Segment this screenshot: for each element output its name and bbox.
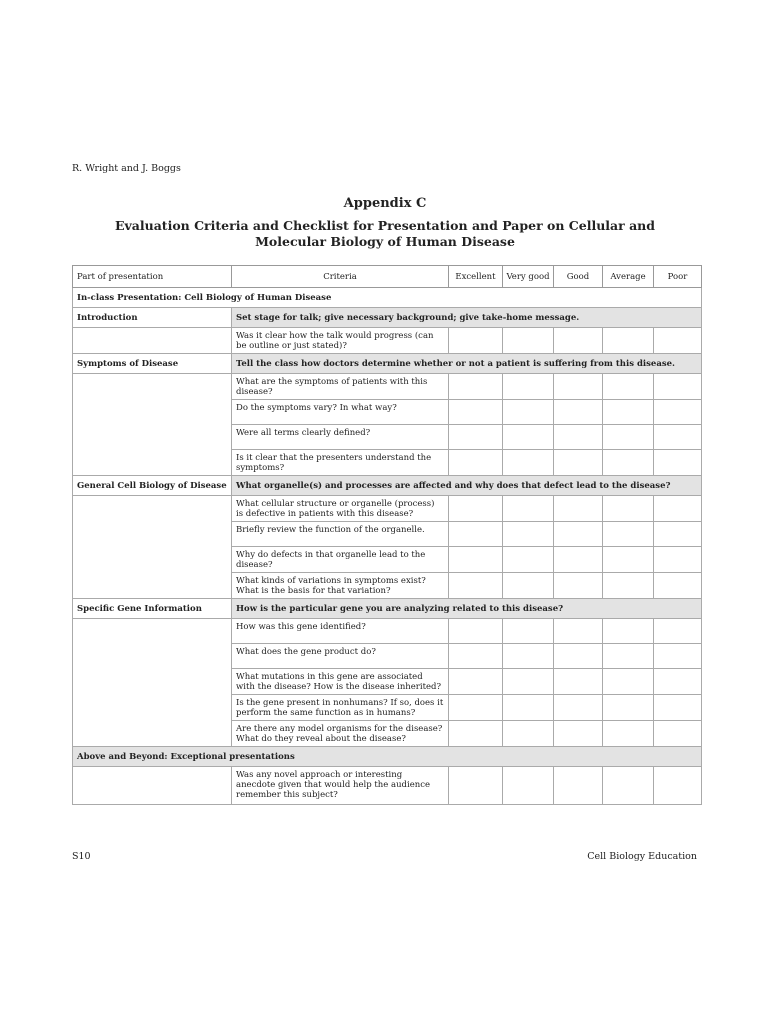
question-row (73, 496, 702, 522)
rating-cell-poor[interactable] (654, 619, 702, 644)
rating-cell-average[interactable] (603, 328, 654, 354)
rating-cell-excellent[interactable] (449, 619, 503, 644)
header-very-good: Very good (503, 266, 554, 288)
rating-cell-poor[interactable] (654, 721, 702, 747)
rating-cell-poor[interactable] (654, 425, 702, 450)
rating-cell-excellent[interactable] (449, 496, 503, 522)
header-good: Good (554, 266, 603, 288)
rating-cell-average[interactable] (603, 425, 654, 450)
rating-cell-excellent[interactable] (449, 547, 503, 573)
rating-cell-average[interactable] (603, 496, 654, 522)
question-text: Why do defects in that organelle lead to the disease? (232, 547, 449, 573)
rating-cell-poor[interactable] (654, 669, 702, 695)
part-cell (73, 374, 232, 476)
rating-cell-very-good[interactable] (503, 573, 554, 599)
question-text: What does the gene product do? (232, 644, 449, 669)
rating-cell-very-good[interactable] (503, 450, 554, 476)
rating-cell-excellent[interactable] (449, 450, 503, 476)
section-row (73, 354, 702, 374)
main-title: Evaluation Criteria and Checklist for Presentation and Paper on Cellular and Molecular Biology of Human Disease (114, 218, 655, 249)
header-criteria: Criteria (232, 266, 449, 288)
section-heading: What organelle(s) and processes are affected and why does that defect lead to the disease? (232, 476, 702, 496)
section-name: Specific Gene Information (73, 599, 232, 619)
rating-cell-very-good[interactable] (503, 328, 554, 354)
rating-cell-good[interactable] (554, 721, 603, 747)
rating-cell-average[interactable] (603, 573, 654, 599)
question-text: Was it clear how the talk would progress (can be outline or just stated)? (232, 328, 449, 354)
question-row (73, 328, 702, 354)
question-text: What cellular structure or organelle (process) is defective in patients with this disease? (232, 496, 449, 522)
rating-cell-poor[interactable] (654, 522, 702, 547)
rating-cell-good[interactable] (554, 400, 603, 425)
appendix-title: Appendix C (343, 196, 427, 211)
section-name: General Cell Biology of Disease (73, 476, 232, 496)
part-cell (73, 328, 232, 354)
table-header-row (73, 266, 702, 288)
rating-cell-very-good[interactable] (503, 522, 554, 547)
rating-cell-good[interactable] (554, 496, 603, 522)
rating-cell-very-good[interactable] (503, 547, 554, 573)
question-text: Was any novel approach or interesting anecdote given that would help the audience remember this subject? (232, 767, 449, 805)
question-row (73, 374, 702, 400)
question-text: Is it clear that the presenters understand the symptoms? (232, 450, 449, 476)
rating-cell-excellent[interactable] (449, 721, 503, 747)
rating-cell-average[interactable] (603, 522, 654, 547)
rating-cell-good[interactable] (554, 374, 603, 400)
section-name: Symptoms of Disease (73, 354, 232, 374)
rating-cell-poor[interactable] (654, 695, 702, 721)
rating-cell-poor[interactable] (654, 374, 702, 400)
rating-cell-excellent[interactable] (449, 522, 503, 547)
rating-cell-poor[interactable] (654, 767, 702, 805)
question-text: What are the symptoms of patients with this disease? (232, 374, 449, 400)
rating-cell-poor[interactable] (654, 496, 702, 522)
rating-cell-good[interactable] (554, 573, 603, 599)
rating-cell-very-good[interactable] (503, 721, 554, 747)
section-name: Introduction (73, 308, 232, 328)
rating-cell-average[interactable] (603, 695, 654, 721)
rating-cell-poor[interactable] (654, 573, 702, 599)
rating-cell-very-good[interactable] (503, 767, 554, 805)
rating-cell-very-good[interactable] (503, 619, 554, 644)
above-beyond-row (73, 747, 702, 767)
header-excellent: Excellent (449, 266, 503, 288)
above-beyond-heading: Above and Beyond: Exceptional presentations (73, 747, 702, 767)
question-text: Is the gene present in nonhumans? If so, does it perform the same function as in humans? (232, 695, 449, 721)
rating-cell-good[interactable] (554, 644, 603, 669)
rating-cell-good[interactable] (554, 695, 603, 721)
rating-cell-average[interactable] (603, 669, 654, 695)
rating-cell-good[interactable] (554, 619, 603, 644)
header-part: Part of presentation (73, 266, 232, 288)
header-average: Average (603, 266, 654, 288)
section-row (73, 308, 702, 328)
rating-cell-very-good[interactable] (503, 374, 554, 400)
rating-cell-very-good[interactable] (503, 496, 554, 522)
rating-cell-excellent[interactable] (449, 669, 503, 695)
rating-cell-good[interactable] (554, 522, 603, 547)
part-cell (73, 767, 232, 805)
rating-cell-average[interactable] (603, 400, 654, 425)
rating-cell-good[interactable] (554, 767, 603, 805)
rating-cell-excellent[interactable] (449, 767, 503, 805)
part-cell (73, 619, 232, 747)
rating-cell-good[interactable] (554, 450, 603, 476)
question-text: Were all terms clearly defined? (232, 425, 449, 450)
inclass-heading: In-class Presentation: Cell Biology of Human Disease (73, 288, 702, 308)
part-cell (73, 496, 232, 599)
rating-cell-excellent[interactable] (449, 425, 503, 450)
section-row (73, 476, 702, 496)
rating-cell-average[interactable] (603, 721, 654, 747)
evaluation-table (72, 265, 702, 805)
section-heading: Set stage for talk; give necessary background; give take-home message. (232, 308, 702, 328)
rating-cell-very-good[interactable] (503, 695, 554, 721)
rating-cell-excellent[interactable] (449, 328, 503, 354)
running-head: R. Wright and J. Boggs (72, 163, 181, 174)
rating-cell-good[interactable] (554, 669, 603, 695)
rating-cell-good[interactable] (554, 547, 603, 573)
question-text: Are there any model organisms for the disease? What do they reveal about the disease? (232, 721, 449, 747)
rating-cell-good[interactable] (554, 425, 603, 450)
rating-cell-very-good[interactable] (503, 669, 554, 695)
question-text: What kinds of variations in symptoms exist? What is the basis for that variation? (232, 573, 449, 599)
rating-cell-very-good[interactable] (503, 400, 554, 425)
question-row (73, 767, 702, 805)
rating-cell-excellent[interactable] (449, 400, 503, 425)
journal-name: Cell Biology Education (587, 851, 697, 862)
rating-cell-average[interactable] (603, 644, 654, 669)
rating-cell-poor[interactable] (654, 450, 702, 476)
rating-cell-average[interactable] (603, 450, 654, 476)
rating-cell-excellent[interactable] (449, 644, 503, 669)
section-row (73, 599, 702, 619)
rating-cell-good[interactable] (554, 328, 603, 354)
question-text: What mutations in this gene are associated with the disease? How is the disease inherited? (232, 669, 449, 695)
question-text: Briefly review the function of the organelle. (232, 522, 449, 547)
section-heading: Tell the class how doctors determine whether or not a patient is suffering from this disease. (232, 354, 702, 374)
rating-cell-poor[interactable] (654, 547, 702, 573)
rating-cell-very-good[interactable] (503, 644, 554, 669)
rating-cell-excellent[interactable] (449, 573, 503, 599)
page-number: S10 (72, 851, 91, 862)
rating-cell-poor[interactable] (654, 644, 702, 669)
question-text: Do the symptoms vary? In what way? (232, 400, 449, 425)
rating-cell-average[interactable] (603, 547, 654, 573)
rating-cell-poor[interactable] (654, 400, 702, 425)
rating-cell-excellent[interactable] (449, 695, 503, 721)
rating-cell-average[interactable] (603, 767, 654, 805)
question-text: How was this gene identified? (232, 619, 449, 644)
section-heading: How is the particular gene you are analyzing related to this disease? (232, 599, 702, 619)
rating-cell-average[interactable] (603, 374, 654, 400)
rating-cell-very-good[interactable] (503, 425, 554, 450)
inclass-row (73, 288, 702, 308)
question-row (73, 619, 702, 644)
rating-cell-excellent[interactable] (449, 374, 503, 400)
rating-cell-average[interactable] (603, 619, 654, 644)
rating-cell-poor[interactable] (654, 328, 702, 354)
header-poor: Poor (654, 266, 702, 288)
